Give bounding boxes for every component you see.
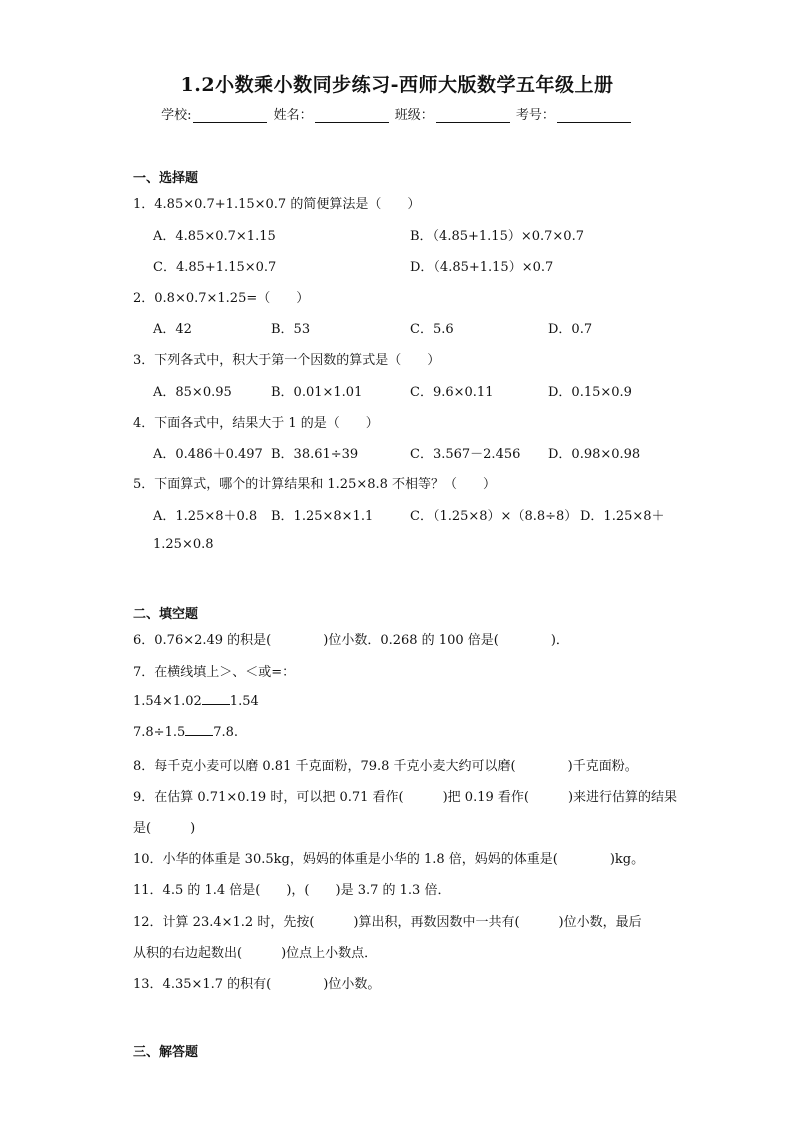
exam-no-blank[interactable] xyxy=(557,108,631,123)
q4-option-b: B．38.61÷39 xyxy=(271,447,359,462)
question-3: 3．下列各式中，积大于第一个因数的算式是（ ） xyxy=(133,353,441,368)
question-8: 8．每千克小麦可以磨 0.81 千克面粉，79.8 千克小麦大约可以磨( )千克面粉。 xyxy=(133,759,638,774)
question-7b xyxy=(133,723,238,740)
question-13: 13．4.35×1.7 的积有( )位小数。 xyxy=(133,977,381,992)
q7a-answer-blank[interactable] xyxy=(202,692,230,705)
section-title-choice: 一、选择题 xyxy=(133,171,199,186)
q7a-right: 1.54 xyxy=(229,694,259,709)
question-9: 9．在估算 0.71×0.19 时，可以把 0.71 看作( )把 0.19 看作( )来进行估算的结果 xyxy=(133,790,678,805)
q5-option-a: A．1.25×8＋0.8 xyxy=(153,509,258,524)
q1-option-c: C．4.85+1.15×0.7 xyxy=(153,260,277,275)
q4-option-d: D．0.98×0.98 xyxy=(548,447,641,462)
q3-option-d: D．0.15×0.9 xyxy=(548,385,632,400)
question-9-continued: 是( ) xyxy=(133,821,196,836)
question-7a xyxy=(133,692,259,709)
question-11: 11．4.5 的 1.4 倍是( )，( )是 3.7 的 1.3 倍． xyxy=(133,883,451,898)
exam-no-label: 考号： xyxy=(515,108,555,123)
question-2: 2．0.8×0.7×1.25=（ ） xyxy=(133,291,310,306)
q3-option-a: A．85×0.95 xyxy=(153,385,232,400)
q5-option-d-continued: 1.25×0.8 xyxy=(153,537,214,552)
q7b-answer-blank[interactable] xyxy=(185,723,213,736)
name-label: 姓名： xyxy=(273,108,313,123)
student-info-line xyxy=(0,104,794,123)
question-12: 12．计算 23.4×1.2 时，先按( )算出积，再数因数中一共有( )位小数，最后 xyxy=(133,915,642,930)
section-title-fill: 二、填空题 xyxy=(133,607,199,622)
q3-option-b: B．0.01×1.01 xyxy=(271,385,363,400)
class-label: 班级： xyxy=(394,108,434,123)
question-4: 4．下面各式中，结果大于 1 的是（ ） xyxy=(133,416,379,431)
school-blank[interactable] xyxy=(193,108,267,123)
question-1: 1．4.85×0.7+1.15×0.7 的简便算法是（ ） xyxy=(133,197,421,212)
question-6: 6．0.76×2.49 的积是( )位小数．0.268 的 100 倍是( )． xyxy=(133,633,569,648)
q2-option-a: A．42 xyxy=(153,322,192,337)
q5-option-b: B．1.25×8×1.1 xyxy=(271,509,374,524)
question-12-continued: 从积的右边起数出( )位点上小数点． xyxy=(133,946,378,961)
q1-option-a: A．4.85×0.7×1.15 xyxy=(153,229,276,244)
q2-option-c: C．5.6 xyxy=(410,322,454,337)
class-blank[interactable] xyxy=(436,108,510,123)
q4-option-a: A．0.486＋0.497 xyxy=(153,447,263,462)
question-10: 10．小华的体重是 30.5kg，妈妈的体重是小华的 1.8 倍，妈妈的体重是( )kg。 xyxy=(133,852,645,867)
q4-option-c: C．3.567－2.456 xyxy=(410,447,521,462)
q1-option-b: B．（4.85+1.15）×0.7×0.7 xyxy=(410,229,584,244)
q7b-left: 7.8÷1.5 xyxy=(133,725,186,740)
q1-option-d: D．（4.85+1.15）×0.7 xyxy=(410,260,554,275)
school-label: 学校: xyxy=(161,108,192,123)
question-7: 7．在横线填上＞、＜或=： xyxy=(133,665,296,680)
q5-option-d: D．1.25×8＋ xyxy=(580,509,665,524)
q7a-left: 1.54×1.02 xyxy=(133,694,202,709)
q2-option-d: D．0.7 xyxy=(548,322,593,337)
name-blank[interactable] xyxy=(315,108,389,123)
question-5: 5．下面算式，哪个的计算结果和 1.25×8.8 不相等？（ ） xyxy=(133,477,497,492)
q7b-right: 7.8. xyxy=(213,725,239,740)
q5-option-c: C．（1.25×8）×（8.8÷8） xyxy=(410,509,578,524)
section-title-answer: 三、解答题 xyxy=(133,1045,199,1060)
q2-option-b: B．53 xyxy=(271,322,311,337)
q3-option-c: C．9.6×0.11 xyxy=(410,385,494,400)
page-title: 1.2小数乘小数同步练习-西师大版数学五年级上册 xyxy=(180,74,614,96)
